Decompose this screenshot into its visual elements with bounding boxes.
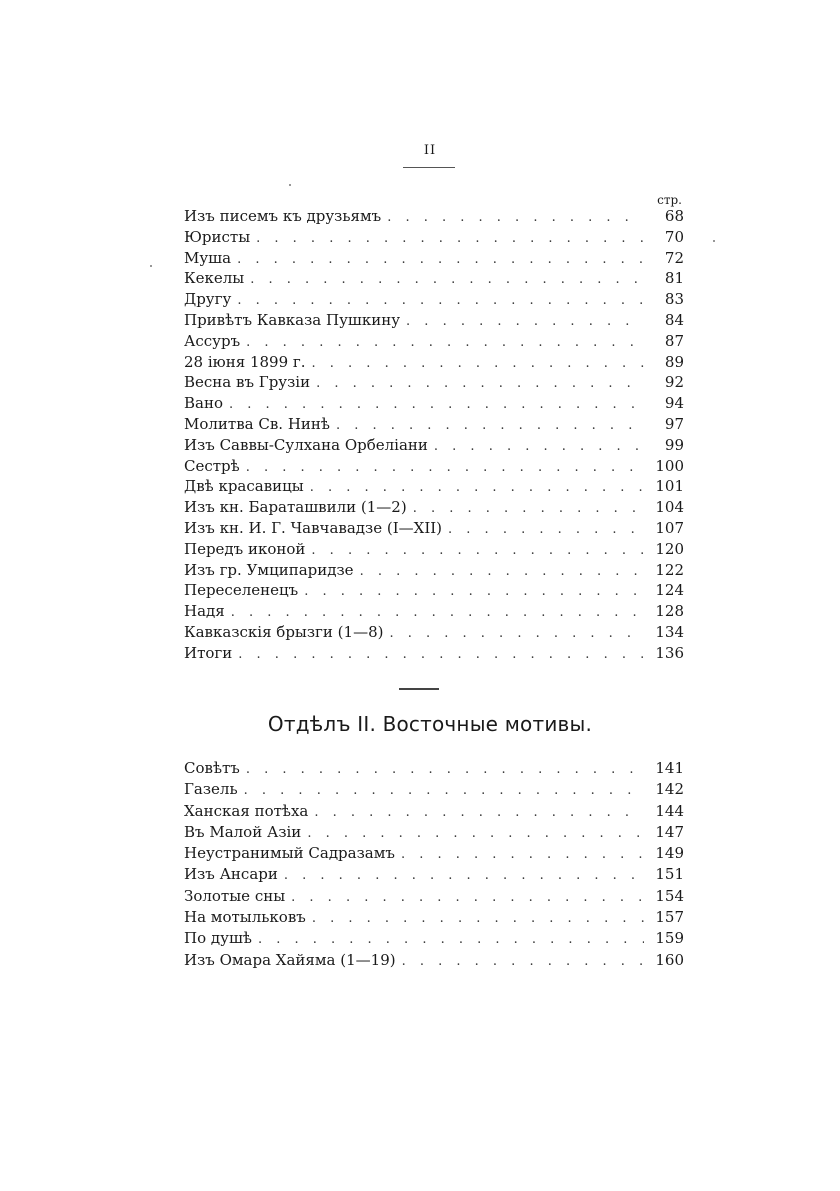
toc-entry-page: 157 — [655, 908, 684, 927]
dot-leader — [307, 823, 644, 844]
toc-entry-page: 142 — [655, 780, 684, 799]
toc-entry — [184, 518, 684, 539]
toc-entry-title: Вано — [184, 394, 223, 413]
toc-entry-title: Ассуръ — [184, 331, 241, 350]
toc-entry-page: 92 — [664, 373, 684, 392]
dot-leader — [434, 437, 644, 458]
toc-entry-title: Привѣтъ Кавказа Пушкину — [184, 310, 401, 329]
dot-leader — [387, 208, 644, 229]
toc-entry-title: Двѣ красавицы — [184, 477, 304, 496]
toc-entry-page: 128 — [655, 602, 684, 621]
dot-leader — [304, 582, 644, 603]
dot-leader — [406, 312, 644, 333]
toc-entry-page: 124 — [655, 581, 684, 600]
toc-entry-page: 149 — [655, 844, 684, 863]
page-column-label: стр. — [657, 193, 682, 207]
toc-entry-page: 94 — [664, 394, 684, 413]
toc-entry-page: 107 — [655, 518, 684, 537]
scan-speck — [713, 240, 715, 242]
toc-entry-title: Неустранимый Садразамъ — [184, 844, 395, 863]
dot-leader — [316, 374, 644, 395]
page-number-rule — [403, 167, 455, 168]
dot-leader — [258, 929, 644, 950]
toc-entry-page: 89 — [664, 352, 684, 371]
toc-entry — [184, 414, 684, 435]
toc-entry — [184, 227, 684, 248]
toc-entry — [184, 907, 684, 928]
toc-entry — [184, 352, 684, 373]
toc-entry-title: Передъ иконой — [184, 539, 306, 558]
dot-leader — [312, 354, 644, 375]
toc-entry — [184, 289, 684, 310]
toc-entry-title: По душѣ — [184, 929, 252, 948]
dot-leader — [250, 270, 644, 291]
toc-entry-title: Изъ Ансари — [184, 865, 278, 884]
toc-entry-page: 120 — [655, 539, 684, 558]
toc-entry-title: Изъ писемъ къ друзьямъ — [184, 207, 382, 225]
toc-entry-title: Изъ Омара Хайяма (1—19) — [184, 950, 396, 969]
toc-entry-title: Газель — [184, 780, 238, 799]
toc-entry-title: Совѣтъ — [184, 759, 240, 777]
toc-entry-page: 100 — [655, 456, 684, 475]
toc-entry-title: Въ Малой Азіи — [184, 822, 302, 841]
toc-entry — [184, 950, 684, 971]
dot-leader — [448, 520, 644, 541]
dot-leader — [229, 395, 644, 416]
toc-entry-title: Молитва Св. Нинѣ — [184, 414, 330, 433]
toc-entry-title: Изъ Саввы-Сулхана Орбеліани — [184, 435, 428, 454]
toc-entry-title: Сестрѣ — [184, 456, 240, 475]
dot-leader — [310, 478, 644, 499]
toc-entry — [184, 393, 684, 414]
dot-leader — [401, 844, 644, 865]
toc-entry-title: Переселенецъ — [184, 581, 299, 600]
dot-leader — [336, 416, 644, 437]
dot-leader — [413, 499, 644, 520]
toc-entry-title: Изъ кн. И. Г. Чавчавадзе (I—XII) — [184, 518, 443, 537]
toc-entry-page: 83 — [664, 290, 684, 309]
toc-entry-page: 147 — [655, 822, 684, 841]
dot-leader — [256, 229, 644, 250]
toc-entry-page: 97 — [664, 414, 684, 433]
dot-leader — [246, 458, 644, 479]
dot-leader — [311, 541, 644, 562]
toc-entry-title: Кекелы — [184, 269, 245, 288]
toc-entry — [184, 476, 684, 497]
toc-entry — [184, 456, 684, 477]
toc-entry-page: 84 — [664, 310, 684, 329]
dot-leader — [244, 780, 644, 801]
dot-leader — [231, 603, 644, 624]
toc-entry — [184, 843, 684, 864]
toc-entry — [184, 801, 684, 822]
dot-leader — [314, 802, 644, 823]
toc-section-1 — [184, 206, 684, 664]
toc-entry-title: Изъ гр. Умципаридзе — [184, 560, 354, 579]
toc-entry — [184, 643, 684, 664]
toc-entry-page: 151 — [655, 865, 684, 884]
toc-entry — [184, 435, 684, 456]
toc-entry-title: Весна въ Грузіи — [184, 373, 311, 392]
toc-entry — [184, 864, 684, 885]
dot-leader — [291, 887, 644, 908]
toc-entry-page: 159 — [655, 929, 684, 948]
toc-entry-page: 72 — [664, 248, 684, 267]
toc-entry-title: На мотыльковъ — [184, 908, 306, 927]
toc-entry — [184, 779, 684, 800]
dot-leader — [389, 624, 644, 645]
toc-entry-page: 99 — [664, 435, 684, 454]
toc-entry-page: 104 — [655, 498, 684, 517]
toc-entry — [184, 886, 684, 907]
toc-entry-page: 122 — [655, 560, 684, 579]
section-separator — [399, 688, 439, 690]
toc-entry-page: 136 — [655, 643, 684, 662]
toc-entry-title: Муша — [184, 248, 232, 267]
dot-leader — [284, 865, 644, 886]
toc-entry — [184, 268, 684, 289]
toc-entry-page: 141 — [655, 759, 684, 777]
toc-entry — [184, 622, 684, 643]
toc-entry-title: Надя — [184, 602, 225, 621]
toc-entry — [184, 928, 684, 949]
dot-leader — [312, 908, 644, 929]
dot-leader — [237, 250, 644, 271]
toc-entry — [184, 580, 684, 601]
toc-entry — [184, 372, 684, 393]
toc-entry-page: 81 — [664, 269, 684, 288]
dot-leader — [246, 759, 644, 780]
toc-entry-page: 134 — [655, 622, 684, 641]
dot-leader — [360, 562, 644, 583]
dot-leader — [402, 951, 644, 972]
toc-entry-page: 160 — [655, 950, 684, 969]
scan-speck — [150, 265, 152, 267]
toc-entry — [184, 331, 684, 352]
toc-entry-page: 87 — [664, 331, 684, 350]
toc-entry-page: 154 — [655, 886, 684, 905]
toc-entry-title: Золотые сны — [184, 886, 286, 905]
dot-leader — [246, 333, 644, 354]
toc-entry — [184, 539, 684, 560]
toc-entry — [184, 560, 684, 581]
toc-entry-page: 101 — [655, 477, 684, 496]
toc-entry — [184, 822, 684, 843]
section-heading: Отдѣлъ II. Восточные мотивы. — [267, 712, 593, 736]
toc-entry-title: Юристы — [184, 227, 251, 246]
dot-leader — [237, 291, 644, 312]
toc-entry-title: 28 іюня 1899 г. — [184, 352, 306, 371]
toc-entry — [184, 497, 684, 518]
toc-entry-page: 144 — [655, 801, 684, 820]
toc-entry-title: Изъ кн. Бараташвили (1—2) — [184, 498, 407, 517]
toc-section-2 — [184, 758, 684, 971]
toc-entry — [184, 206, 684, 227]
toc-entry-title: Ханская потѣха — [184, 801, 309, 820]
toc-entry-title: Кавказскія брызги (1—8) — [184, 622, 384, 641]
toc-entry-title: Другу — [184, 290, 232, 309]
page-number: II — [423, 143, 437, 158]
toc-entry — [184, 601, 684, 622]
scan-speck — [289, 184, 291, 186]
toc-entry — [184, 758, 684, 779]
toc-entry-page: 68 — [664, 207, 684, 225]
toc-entry — [184, 248, 684, 269]
toc-entry-page: 70 — [664, 227, 684, 246]
dot-leader — [238, 645, 644, 666]
toc-entry-title: Итоги — [184, 643, 233, 662]
toc-entry — [184, 310, 684, 331]
